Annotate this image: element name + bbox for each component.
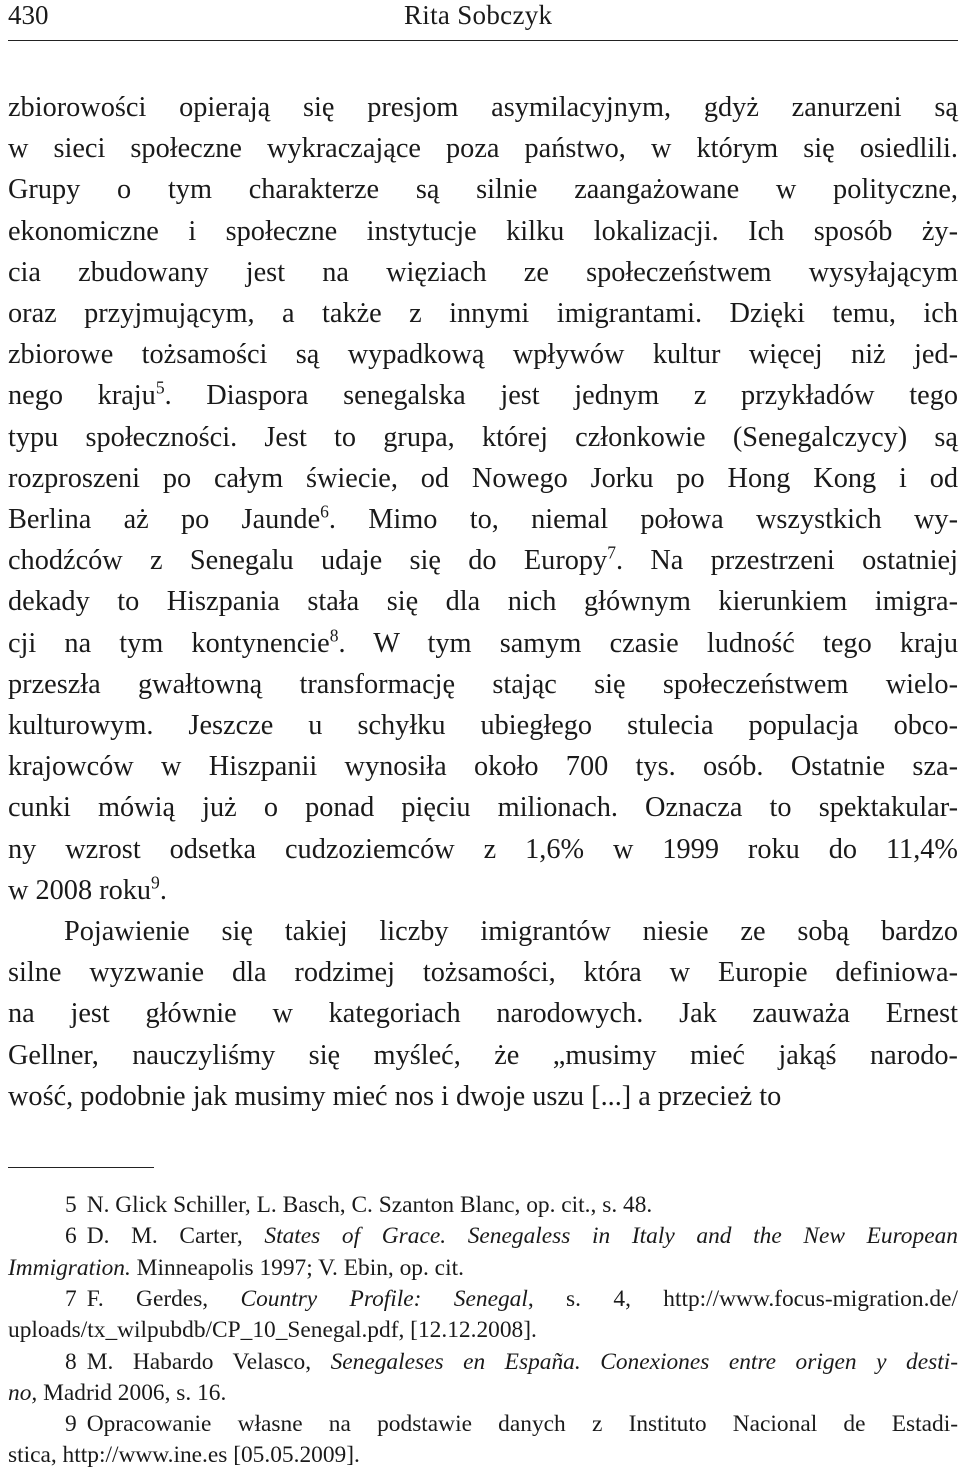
footnote-line: uploads/tx_wilpubdb/CP_10_Senegal.pdf, [12.12.2008]. <box>8 1317 537 1344</box>
document-page <box>8 0 958 1472</box>
paragraph-1 <box>8 87 958 911</box>
footnote-9 <box>8 1409 958 1472</box>
footnote-number: 7 <box>65 1285 77 1312</box>
text-line: silne wyzwanie dla rodzimej tożsamości, która w Europie definiowa- <box>8 957 958 989</box>
text-line: w sieci społeczne wykraczające poza państwo, w którym się osiedlili. <box>8 133 958 165</box>
footnote-reference[interactable]: 6 <box>320 501 329 522</box>
text-line: kulturowym. Jeszcze u schyłku ubiegłego stulecia populacja obco- <box>8 710 958 742</box>
footnote-5 <box>8 1190 958 1221</box>
text-line: nego kraju$^5$. Diaspora senegalska jest jednym z przykładów tego <box>8 378 958 412</box>
text-line: Pojawienie się takiej liczby imigrantów niesie ze sobą bardzo <box>64 916 958 948</box>
footnotes <box>8 1190 958 1472</box>
footnote-line: 6 D. M. Carter, States of Grace. Senegaless in Italy and the New European <box>65 1223 958 1250</box>
text-line: ekonomiczne i społeczne instytucje kilku lokalizacji. Ich sposób ży- <box>8 215 958 247</box>
footnote-line: Immigration. Minneapolis 1997; V. Ebin, op. cit. <box>8 1254 464 1281</box>
text-line: Berlina aż po Jaunde$^6$. Mimo to, niemal połowa wszystkich wy- <box>8 501 958 536</box>
text-line: zbiorowości opierają się presjom asymilacyjnym, gdyż zanurzeni są <box>8 92 958 123</box>
footnote-line: no, Madrid 2006, s. 16. <box>8 1379 227 1406</box>
footnote-line: 8 M. Habardo Velasco, Senegaleses en España. Conexiones entre origen y desti- <box>65 1348 958 1375</box>
text-line: rozproszeni po całym świecie, od Nowego Jorku po Hong Kong i od <box>8 462 958 494</box>
text-line: oraz przyjmującym, a także z innymi imigrantami. Dzięki temu, ich <box>8 298 958 330</box>
footnote-line: 5 N. Glick Schiller, L. Basch, C. Szanton Blanc, op. cit., s. 48. <box>65 1192 653 1219</box>
running-head-author: Rita Sobczyk <box>404 0 553 30</box>
text-line: krajowców w Hiszpanii wynosiła około 700 tys. osób. Ostatnie sza- <box>8 751 958 783</box>
text-line: Grupy o tym charakterze są silnie zaangażowane w polityczne, <box>8 174 958 206</box>
footnote-reference[interactable]: 5 <box>155 378 165 398</box>
footnote-7 <box>8 1284 958 1347</box>
text-line: cunki mówią już o ponad pięciu milionach. Oznacza to spektakular- <box>8 792 958 824</box>
paragraph-2 <box>8 911 958 1117</box>
footnote-number: 8 <box>65 1348 77 1375</box>
footnote-line: stica, http://www.ine.es [05.05.2009]. <box>8 1442 360 1469</box>
footnote-reference[interactable]: 7 <box>607 542 616 563</box>
footnote-reference[interactable]: 9 <box>151 872 160 893</box>
footnote-number: 9 <box>65 1411 77 1438</box>
footnote-number: 5 <box>65 1192 77 1219</box>
footnote-6 <box>8 1221 958 1284</box>
text-line: zbiorowe tożsamości są wypadkową wpływów kultur więcej niż jed- <box>8 339 958 371</box>
footnote-line: 7 F. Gerdes, Country Profile: Senegal, s. 4, http://www.focus-migration.de/ <box>65 1285 958 1312</box>
footnote-line: 9 Opracowanie własne na podstawie danych z Instituto Nacional de Estadi- <box>65 1411 958 1438</box>
page-number: 430 <box>8 0 49 30</box>
footnote-8 <box>8 1347 958 1410</box>
text-line: przeszła gwałtowną transformację stając się społeczeństwem wielo- <box>8 668 958 700</box>
text-line: typu społeczności. Jest to grupa, której członkowie (Senegalczycy) są <box>8 421 958 453</box>
text-line: ny wzrost odsetka cudzoziemców z 1,6% w 1999 roku do 11,4% <box>8 833 958 865</box>
text-line: Gellner, nauczyliśmy się myśleć, że „musimy mieć jakąś narodo- <box>8 1039 958 1071</box>
text-line: dekady to Hiszpania stała się dla nich głównym kierunkiem imigra- <box>8 586 958 618</box>
text-line: cia zbudowany jest na więziach ze społeczeństwem wysyłającym <box>8 256 958 288</box>
footnote-reference[interactable]: 8 <box>329 625 339 646</box>
text-line: wość, podobnie jak musimy mieć nos i dwoje uszu [...] a przecież to <box>8 1080 782 1112</box>
text-line: na jest głównie w kategoriach narodowych. Jak zauważa Ernest <box>8 998 958 1030</box>
footnote-number: 6 <box>65 1223 77 1250</box>
footnote-rule <box>8 1167 154 1168</box>
text-line: chodźców z Senegalu udaje się do Europy$^7$. Na przestrzeni ostatniej <box>8 542 958 577</box>
body-text <box>8 87 958 1117</box>
text-line: cji na tym kontynencie$^8$. W tym samym czasie ludność tego kraju <box>8 625 958 659</box>
text-line: w 2008 roku$^9$. <box>8 872 167 906</box>
page-header <box>8 0 958 41</box>
